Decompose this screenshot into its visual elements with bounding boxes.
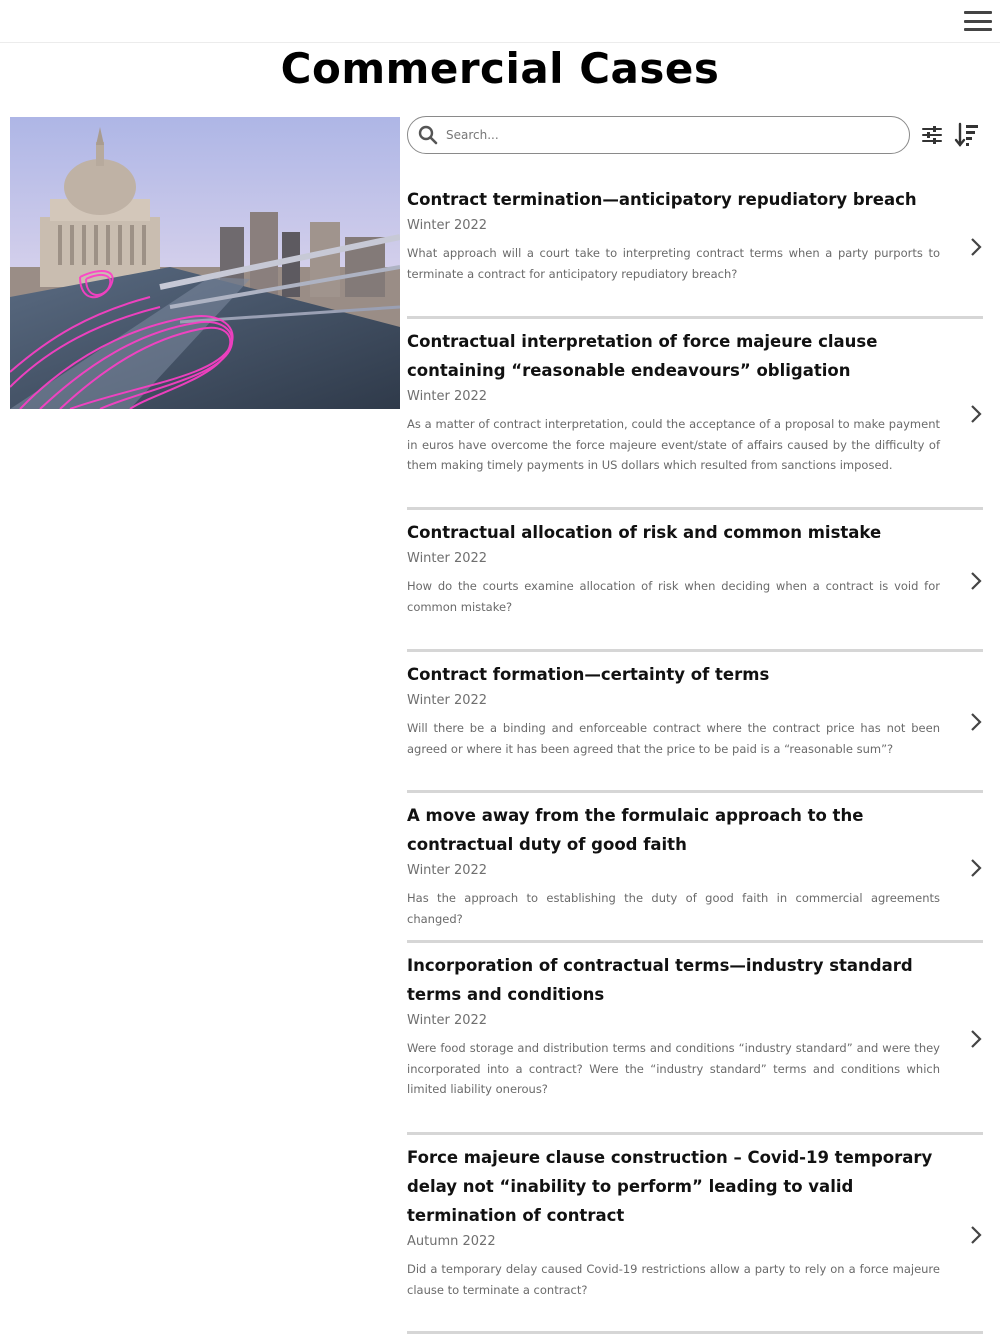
- search-icon: [418, 125, 438, 145]
- top-bar: [0, 0, 1000, 43]
- chevron-right-icon: [969, 858, 983, 878]
- article-description: Has the approach to establishing the duty of good faith in commercial agreements changed?: [407, 891, 940, 926]
- chevron-right-icon: [969, 237, 983, 257]
- article-item[interactable]: [407, 660, 983, 759]
- article-description: Did a temporary delay caused Covid-19 restrictions allow a party to rely on a force majeure clause to terminate a contract?: [407, 1262, 940, 1297]
- article-description: How do the courts examine allocation of risk when deciding when a contract is void for common mistake?: [407, 579, 940, 614]
- article-title: Contract termination—anticipatory repudiatory breach: [407, 190, 917, 209]
- article-title: Contractual interpretation of force majeure clause containing “reasonable endeavours” obligation: [407, 332, 878, 380]
- sort-descending-icon[interactable]: [954, 121, 980, 149]
- article-description: What approach will a court take to interpreting contract terms when a party purports to terminate a contract for anticipatory repudiatory breach?: [407, 246, 940, 281]
- divider: [407, 1132, 983, 1135]
- divider: [407, 790, 983, 793]
- article-season: Winter 2022: [407, 863, 488, 878]
- article-item[interactable]: [407, 801, 983, 929]
- hamburger-menu-icon[interactable]: [964, 11, 992, 31]
- article-item[interactable]: [407, 327, 983, 476]
- search-box: [407, 116, 910, 154]
- article-title: Incorporation of contractual terms—industry standard terms and conditions: [407, 956, 913, 1004]
- article-season: Winter 2022: [407, 389, 488, 404]
- article-item[interactable]: [407, 951, 983, 1100]
- article-item[interactable]: [407, 185, 983, 284]
- article-description: Will there be a binding and enforceable contract where the contract price has not been agreed or where it has been agreed that the price to be paid is a “reasonable sum”?: [407, 721, 940, 756]
- article-item[interactable]: [407, 518, 983, 617]
- divider: [407, 649, 983, 652]
- article-title: Contractual allocation of risk and common mistake: [407, 523, 882, 542]
- page-title: Commercial Cases: [280, 44, 720, 93]
- search-input[interactable]: [446, 124, 896, 146]
- article-description: Were food storage and distribution terms and conditions “industry standard” and were they incorporated into a contract? Were the “industry standard” terms and conditions which limited liability onerous?: [407, 1041, 940, 1096]
- article-title: Contract formation—certainty of terms: [407, 665, 770, 684]
- article-title: A move away from the formulaic approach to the contractual duty of good faith: [407, 806, 864, 854]
- divider: [407, 507, 983, 510]
- article-description: As a matter of contract interpretation, could the acceptance of a proposal to make payment in euros have overcome the force majeure event/state of affairs caused by the difficulty of them making timely payments in US dollars which resulted from sanctions imposed.: [407, 417, 940, 472]
- hero-image: [10, 117, 400, 409]
- chevron-right-icon: [969, 1029, 983, 1049]
- article-item[interactable]: [407, 1143, 983, 1300]
- article-title: Force majeure clause construction – Covid-19 temporary delay not “inability to perform” leading to valid termination of contract: [407, 1148, 933, 1225]
- search-toolbar: [407, 116, 990, 154]
- chevron-right-icon: [969, 571, 983, 591]
- chevron-right-icon: [969, 1225, 983, 1245]
- article-season: Autumn 2022: [407, 1234, 496, 1249]
- chevron-right-icon: [969, 404, 983, 424]
- article-season: Winter 2022: [407, 551, 488, 566]
- chevron-right-icon: [969, 712, 983, 732]
- divider: [407, 940, 983, 943]
- article-season: Winter 2022: [407, 218, 488, 233]
- sliders-icon[interactable]: [919, 122, 945, 148]
- divider: [407, 316, 983, 319]
- article-season: Winter 2022: [407, 693, 488, 708]
- article-season: Winter 2022: [407, 1013, 488, 1028]
